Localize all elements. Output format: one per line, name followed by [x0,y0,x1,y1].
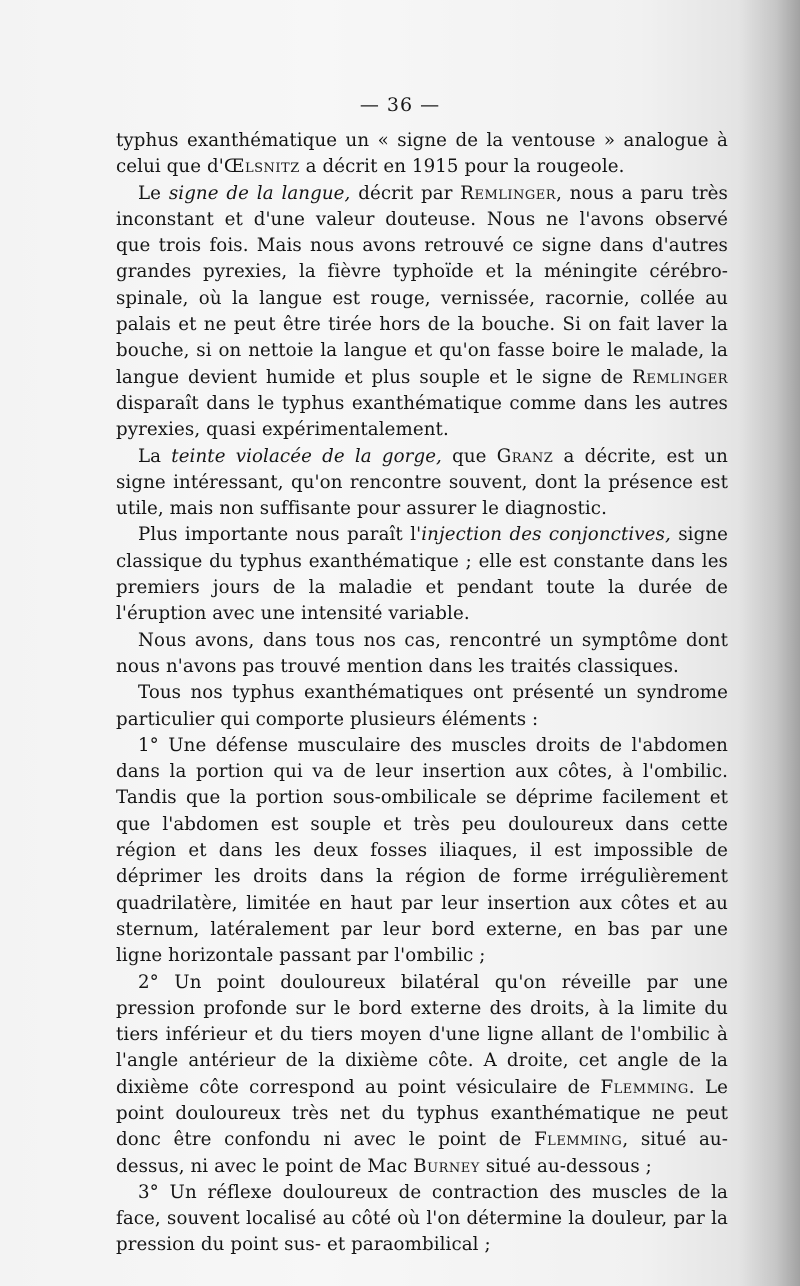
text-run: Tous nos typhus exanthématiques ont présenté un syndrome particulier qui comporte plusieurs éléments : [116,682,728,730]
text-run: 2° Un point douloureux bilatéral qu'on réveille par une pression profonde sur le bord externe des droits, à la limite du tiers inférieur et du tiers moyen d'une ligne allant de l'ombilic à l'angle antérieur de la dixième côte. A droite, cet angle de la dixième côte correspond au point vésiculaire de [116,971,728,1098]
text-run: que [441,445,497,467]
paragraph-4 [116,522,728,627]
text-run: , situé au-dessus, ni avec le point de Mac [116,1129,728,1177]
paragraph-3 [116,444,728,523]
paragraph-8 [116,970,728,1180]
author-name: Œlsnitz [223,156,300,178]
paragraph-1 [116,128,728,181]
author-name: Flemming [534,1129,623,1151]
text-run: 1° Une défense musculaire des muscles droits de l'abdomen dans la portion qui va de leur insertion aux côtes, à l'ombilic. Tandis que la portion sous-ombilicale se déprime facilement et que l'abdomen est souple et très peu douloureux dans cette région et dans les deux fosses iliaques, il est impossible de déprimer les droits dans la région de forme irrégulièrement quadrilatère, limitée en haut par leur insertion aux côtes et au sternum, latéralement par leur bord externe, en bas par une ligne horizontale passant par l'ombilic ; [116,734,728,967]
body-text [116,128,728,1259]
text-run: disparaît dans le typhus exanthématique comme dans les autres pyrexies, quasi expérimentalement. [116,392,728,441]
text-run: situé au-dessous ; [479,1155,652,1177]
text-run: Plus importante nous paraît l' [138,524,422,546]
text-run: 3° Un réflexe douloureux de contraction des muscles de la face, souvent localisé au côté où l'on détermine la douleur, par la pression du point sus- et paraombilical ; [116,1181,728,1256]
emphasis-text: teinte violacée de la gorge, [171,445,442,467]
author-name: Flemming [600,1076,689,1098]
emphasis-text: signe de la langue, [168,182,351,204]
text-run: typhus exanthématique un « signe de la ventouse » analogue à celui que d' [116,130,728,178]
text-run: a décrite, est un signe intéressant, qu'on rencontre souvent, dont la présence est utile, mais non suffisante pour assurer le diagnostic. [116,445,728,520]
paragraph-2 [116,181,728,444]
author-name: Granz [496,445,554,467]
paragraph-6 [116,680,728,733]
paragraph-9 [116,1180,728,1259]
text-run: . Le point douloureux très net du typhus exanthématique ne peut donc être confondu ni avec le point de [116,1076,728,1151]
paragraph-5 [116,628,728,681]
text-run: décrit par [350,182,461,204]
text-run: a décrit en 1915 pour la rougeole. [299,156,625,178]
author-name: Remlinger [632,366,728,388]
text-run: Le [138,182,169,204]
author-name: Remlinger [460,182,557,204]
text-run: , nous a paru très inconstant et d'une valeur douteuse. Nous ne l'avons observé que trois fois. Mais nous avons retrouvé ce signe dans d'autres grandes pyrexies, la fièvre typhoïde et la méningite cérébro-spinale, où la langue est rouge, vernissée, racornie, collée au palais et ne peut être tirée hors de la bouche. Si on fait laver la bouche, si on nettoie la langue et qu'on fasse boire le malade, la langue devient humide et plus souple et le signe de [116,182,728,388]
emphasis-text: injection des conjonctives, [421,524,671,546]
paragraph-7 [116,733,728,970]
text-run: Nous avons, dans tous nos cas, rencontré un symptôme dont nous n'avons pas trouvé mention dans les traités classiques. [116,629,728,677]
page-edge-shadow [740,0,800,1286]
author-name: Burney [413,1155,480,1177]
text-run: La [138,445,172,467]
text-run: signe classique du typhus exanthématique ; elle est constante dans les premiers jours de la maladie et pendant toute la durée de l'éruption avec une intensité variable. [116,524,728,625]
page-number: — 36 — [359,94,441,116]
